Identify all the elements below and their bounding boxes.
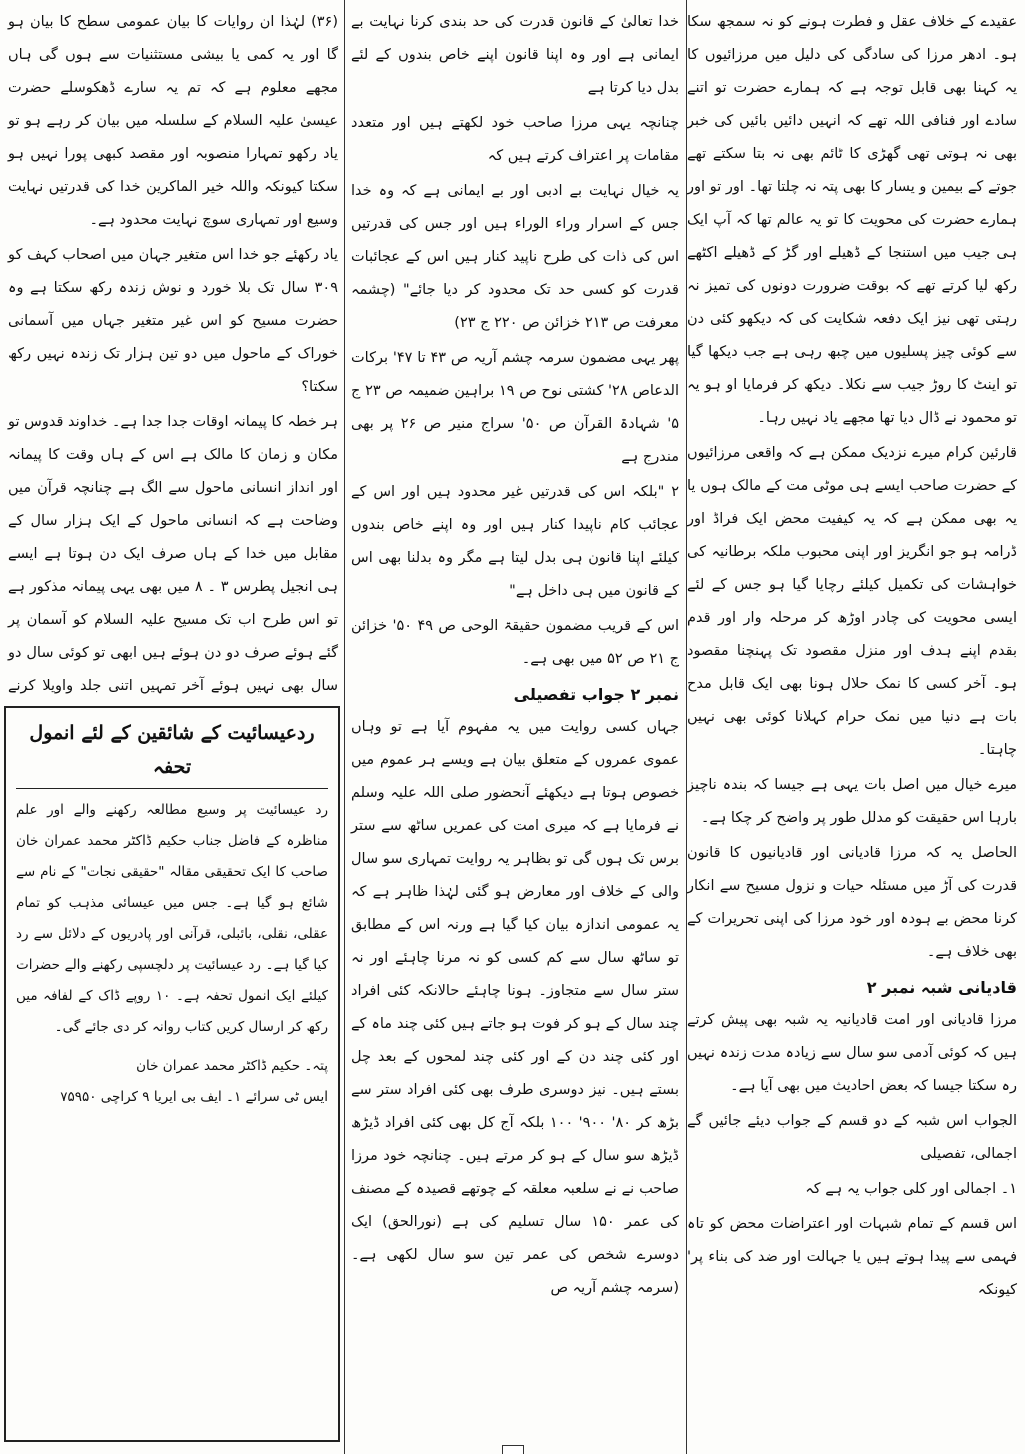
paragraph: چنانچہ یہی مرزا صاحب خود لکھتے ہیں اور متعدد مقامات پر اعتراف کرتے ہیں کہ <box>351 115 679 164</box>
paragraph: جہاں کسی روایت میں یہ مفہوم آیا ہے تو وہاں عموی عمروں کے متعلق بیان ہے ویسے ہر عموم میں خصوص ہوتا ہے دیکھئے آنحضور صلی اللہ علیہ وسلم نے فرمایا ہے کہ میری امت کی عمریں ساٹھ سے ستر برس تک ہوں گی تو بظاہر یہ روایت تمہاری سو سال والی کے خلاف اور معارض ہو گئی لہٰذا ظاہر ہے کہ یہ عمومی اندازہ بیان کیا گیا ہے ورنہ اس کے مطابق تو ساٹھ سال سے کم کسی کو نہ مرنا چاہئے اور نہ ستر سال سے متجاوز۔ ہونا چاہئے حالانکہ کئی افراد چند سال کے ہو کر فوت ہو جاتے ہیں کئی چند ماہ کے اور کئی چند دن کے اور کئی چند لمحوں کے بعد چل بستے ہیں۔ نیز دوسری طرف بھی کئی افراد ستر سے بڑھ کر ۸۰' ۹۰۰' ۱۰۰ بلکہ آج کل بھی کئی افراد ڈیڑھ ڈیڑھ سو سال کے ہو کر مرتے ہیں۔ چنانچہ خود مرزا صاحب نے نے سلعبہ معلقہ کے چوتھے قصیدہ کے مصنف کی عمر ۱۵۰ سال تسلیم کی ہے (نورالحق) ایک دوسرے شخص کی عمر تین سو سال لکھی ہے۔ (سرمہ چشم آریہ ص <box>351 719 679 1296</box>
paragraph: عقیدے کے خلاف عقل و فطرت ہونے کو نہ سمجھ سکا ہو۔ ادھر مرزا کی سادگی کی دلیل میں مرزائیوں کا یہ کہنا بھی قابل توجہ ہے کہ ہمارے حضرت تو اتنے سادے اور فنافی اللہ تھے کہ انہیں دائیں بائیں کی خبر بھی نہ ہوتی تھی گھڑی کا ٹائم بھی نہ بتا سکتے تھے جوتے کے بیمین و یسار کا بھی پتہ نہ چلتا تھا۔ اور تو اور ہمارے حضرت کی محویت کا تو یہ عالم تھا کہ آپ ایک ہی جیب میں استنجا کے ڈھیلے اور گڑ کے ڈھیلے اکٹھے رکھ لیا کرتے تھے کہ بوقت ضرورت دونوں کی تمیز نہ رہتی تھی نیز ایک دفعہ شکایت کی کہ دیکھو کئی دن سے کوئی چیز پسلیوں میں چبھ رہی ہے جب دیکھا گیا تو اینٹ کا روڑ جیب سے نکلا۔ دیکھ کر فرمایا او ہو یہ تو محمود نے ڈال دیا تھا مجھے یاد نہیں رہا۔ <box>687 14 1017 426</box>
paragraph: مرزا قادیانی اور امت قادیانیہ یہ شبہ بھی پیش کرتے ہیں کہ کوئی آدمی سو سال سے زیادہ مدت زندہ نہیں رہ سکتا جیسا کہ بعض احادیث میں بھی آیا ہے۔ <box>687 1012 1017 1094</box>
paragraph: میرے خیال میں اصل بات یہی ہے جیسا کہ بندہ ناچیز بارہا اس حقیقت کو مدلل طور پر واضح کر چکا ہے۔ <box>687 777 1017 826</box>
paragraph: یاد رکھئے جو خدا اس متغیر جہان میں اصحاب کہف کو ۳۰۹ سال تک بلا خورد و نوش زندہ رکھ سکتا ہے وہ حضرت مسیح کو اس غیر متغیر جہاں میں آسمانی خوراک کے ماحول میں دو تین ہزار تک زندہ نہیں رکھ سکتا؟ <box>8 247 338 395</box>
ad-body: رد عیسائیت پر وسیع مطالعہ رکھنے والے اور علم مناظرہ کے فاضل جناب حکیم ڈاکٹر محمد عمران خان صاحب کا ایک تحقیقی مقالہ "حقیقی نجات" کے نام سے شائع ہو گیا ہے۔ جس میں عیسائی مذہب کو تمام عقلی، نقلی، بائبلی، قرآنی اور پادریوں کے دلائل سے رد کیا گیا ہے۔ رد عیسائیت پر دلچسپی رکھنے والے حضرات کیلئے ایک انمول تحفہ ہے۔ ۱۰ روپے ڈاک کے لفافہ میں رکھ کر ارسال کریں کتاب روانہ کر دی جائے گی۔ <box>16 802 328 1035</box>
paragraph: الحاصل یہ کہ مرزا قادیانی اور قادیانیوں کا قانون قدرت کی آڑ میں مسئلہ حیات و نزول مسیح سے انکار کرنا محض بے ہودہ اور خود مرزا کی اپنی تحریرات کے بھی خلاف ہے۔ <box>687 845 1017 960</box>
paragraph: ۱۔ اجمالی اور کلی جواب یہ ہے کہ <box>805 1181 1017 1197</box>
column-right <box>683 6 1021 1448</box>
column-divider <box>344 0 345 1454</box>
column-divider <box>686 0 687 1454</box>
section-heading: نمبر ۲ جواب تفصیلی <box>513 685 679 704</box>
ad-address-line: پتہ۔ حکیم ڈاکٹر محمد عمران خان <box>136 1058 328 1074</box>
paragraph: ہر خطہ کا پیمانہ اوقات جدا جدا ہے۔ خداوند قدوس تو مکان و زمان کا مالک ہے اس کے ہاں وقت کا پیمانہ اور انداز انسانی ماحول سے الگ ہے چنانچہ قرآن میں وضاحت ہے کہ انسانی ماحول کے ایک ہزار سال کے مقابل میں خدا کے ہاں صرف ایک دن ہوتا ہے ایسے ہی انجیل پطرس ۳ ۔ ۸ میں بھی یہی پیمانہ مذکور ہے تو اس طرح اب تک مسیح علیہ السلام کو آسمان پر گئے ہوئے صرف دو دن ہوئے ہیں ابھی تو کوئی سال دو سال بھی نہیں ہوئے آخر تمہیں اتنی جلد واویلا کرنے <box>8 414 338 694</box>
advertisement-box <box>4 706 340 1442</box>
ad-address <box>16 1051 328 1113</box>
section-heading: قادیانی شبہ نمبر ۲ <box>866 978 1017 997</box>
column-middle <box>347 6 683 1448</box>
ad-title: ردعیسائیت کے شائقین کے لئے انمول تحفہ <box>16 716 328 789</box>
paragraph: خدا تعالیٰ کے قانون قدرت کی حد بندی کرنا نہایت بے ایمانی ہے اور وہ اپنا قانون اپنے خاص بندوں کے لئے بدل دیا کرتا ہے <box>351 14 679 96</box>
paragraph: قارئین کرام میرے نزدیک ممکن ہے کہ واقعی مرزائیوں کے حضرت صاحب ایسے ہی موٹی مت کے مالک ہوں یا یہ بھی ممکن ہے کہ یہ کیفیت محض ایک فراڈ اور ڈرامہ ہو جو انگریز اور اپنی محبوب ملکہ برطانیہ کی خواہشات کی تکمیل کیلئے رچایا گیا ہو جس کے لئے ایسی محویت کی چادر اوڑھ کر مرحلہ وار اور قدم بقدم اپنے ہدف اور منزل مقصود تک پہنچنا مقصود ہو۔ آخر کسی کا نمک حلال ہونا بھی ایک قابل مدح بات ہے دنیا میں نمک حرام کہلانا کوئی بھی نہیں چاہتا۔ <box>687 445 1017 758</box>
paragraph: یہ خیال نہایت بے ادبی اور بے ایمانی ہے کہ وہ خدا جس کے اسرار وراء الوراء ہیں اور جس کی قدرتیں اس کی ذات کی طرح ناپید کنار ہیں اس کے عجائبات قدرت کو کسی حد تک محدود کر دیا جائے" (چشمہ معرفت ص ۲۱۳ خزائن ص ۲۲۰ ج ۲۳) <box>351 183 679 331</box>
page-number-tab <box>502 1445 524 1454</box>
paragraph: الجواب اس شبہ کے دو قسم کے جواب دیئے جائیں گے اجمالی، تفصیلی <box>687 1113 1017 1162</box>
ad-address-line: ایس ٹی سرائے ۱۔ ایف بی ایریا ۹ کراچی ۷۵۹۵۰ <box>60 1089 328 1105</box>
column-left <box>4 6 342 698</box>
paragraph: (۳۶) لہٰذا ان روایات کا بیان عمومی سطح کا بیان ہو گا اور یہ کمی یا بیشی مستثنیات سے ہوں گی ہاں مجھے معلوم ہے کہ تم یہ سارے ڈھکوسلے حضرت عیسیٰ علیہ السلام کے سلسلہ میں بیان کر رہے ہو تو یاد رکھو تمہارا منصوبہ اور مقصد کبھی پورا نہیں ہو سکتا کیونکہ واللہ خیر الماکرین خدا کی قدرتیں نہایت وسیع اور تمہاری سوچ نہایت محدود ہے۔ <box>8 14 338 228</box>
paragraph: اس کے قریب مضمون حقیقۃ الوحی ص ۴۹ ۵۰' خزائن ج ۲۱ ص ۵۲ میں بھی ہے۔ <box>351 618 680 667</box>
paragraph: پھر یہی مضمون سرمہ چشم آریہ ص ۴۳ تا ۴۷' برکات الدعاص ۲۸' کشتی نوح ص ۱۹ براہین ضمیمہ ص ۲۳ ج ۵' شہادۃ القرآن ص ۵۰' سراج منیر ص ۲۶ پر بھی مندرج ہے <box>351 350 679 465</box>
paragraph: ۲ "بلکہ اس کی قدرتیں غیر محدود ہیں اور اس کے عجائب کام ناپیدا کنار ہیں اور وہ اپنے خاص بندوں کیلئے اپنا قانون ہی بدل لیتا ہے مگر وہ بدلنا بھی اس کے قانون میں ہی داخل ہے" <box>351 484 679 599</box>
paragraph: اس قسم کے تمام شبہات اور اعتراضات محض کو تاہ فہمی سے پیدا ہوتے ہیں یا جہالت اور ضد کی بناء پر' کیونکہ <box>687 1216 1017 1298</box>
